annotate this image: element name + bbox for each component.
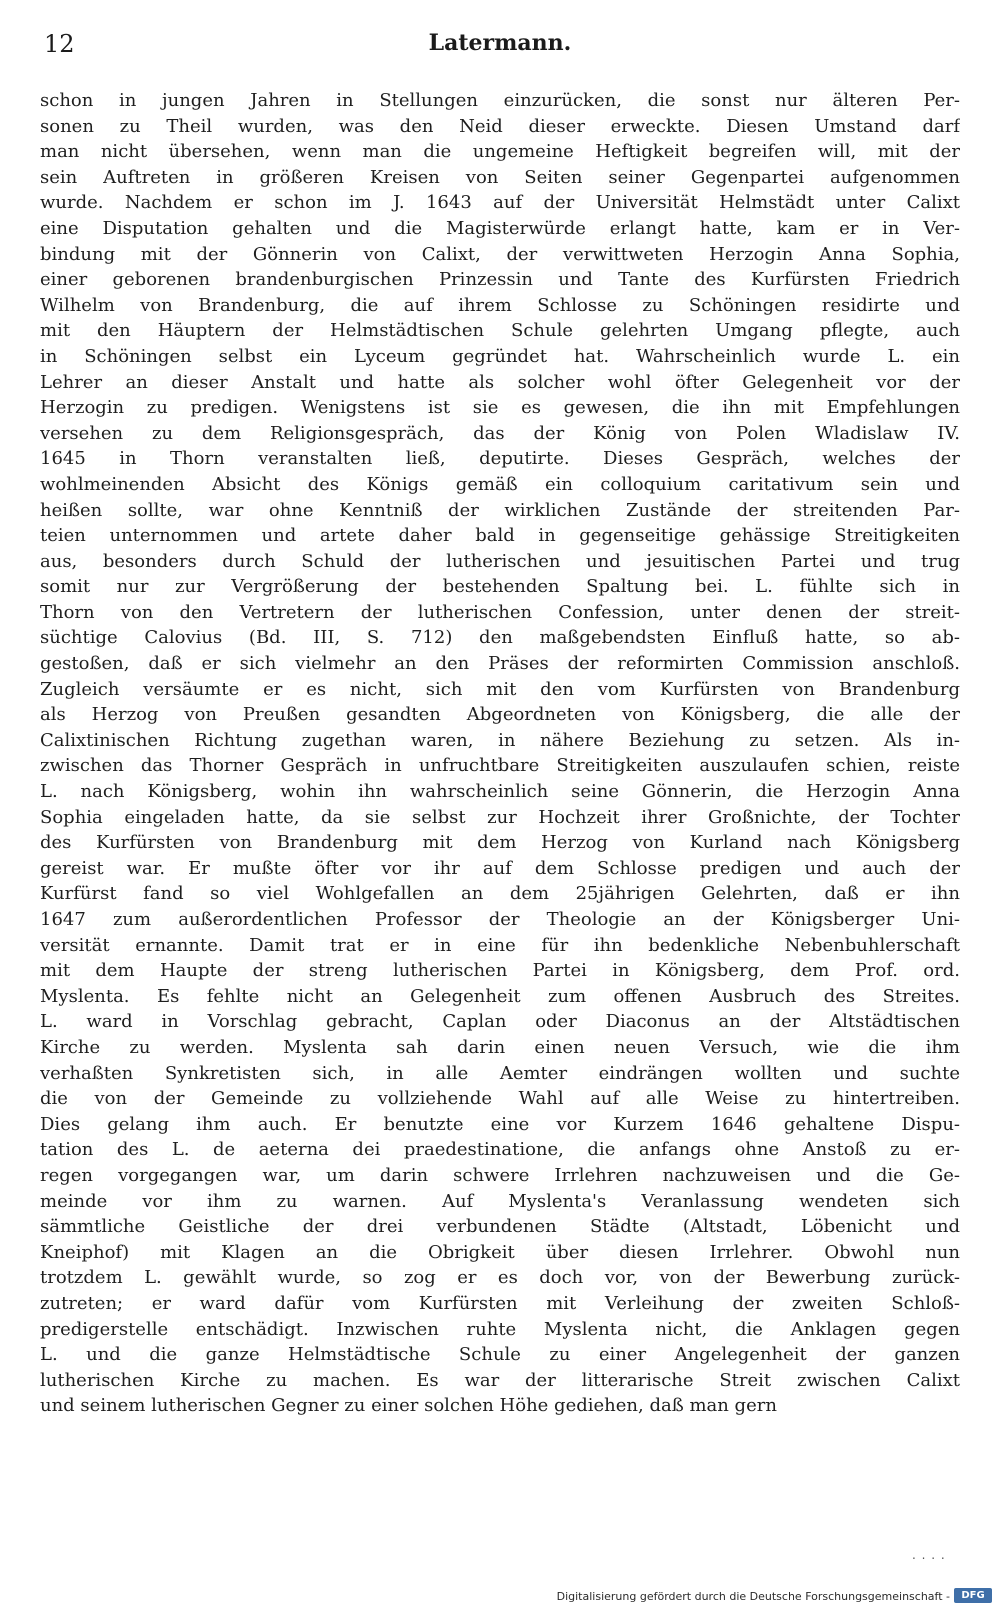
text-line: heißen sollte, war ohne Kenntniß der wirklichen Zustände der streitenden Par- (40, 499, 960, 521)
text-line: sonen zu Theil wurden, was den Neid dieser erweckte. Diesen Umstand darf (40, 115, 960, 137)
text-line: Lehrer an dieser Anstalt und hatte als solcher wohl öfter Gelegenheit vor der (40, 371, 960, 393)
text-line: Calixtinischen Richtung zugethan waren, in nähere Beziehung zu setzen. Als in- (40, 729, 960, 751)
text-line: Myslenta. Es fehlte nicht an Gelegenheit zum offenen Ausbruch des Streites. (40, 985, 960, 1007)
text-line: lutherischen Kirche zu machen. Es war der litterarische Streit zwischen Calixt (40, 1369, 960, 1391)
text-line: man nicht übersehen, wenn man die ungemeine Heftigkeit begreifen will, mit der (40, 141, 960, 163)
text-line: L. ward in Vorschlag gebracht, Caplan oder Diaconus an der Altstädtischen (40, 1011, 960, 1033)
digitization-credit: Digitalisierung gefördert durch die Deutsche Forschungsgemeinschaft - (556, 1590, 950, 1603)
text-line: Zugleich versäumte er es nicht, sich mit den vom Kurfürsten von Brandenburg (40, 678, 960, 700)
text-line: süchtige Calovius (Bd. III, S. 712) den maßgebendsten Einfluß hatte, so ab- (40, 627, 960, 649)
text-line: predigerstelle entschädigt. Inzwischen ruhte Myslenta nicht, die Anklagen gegen (40, 1318, 960, 1340)
text-line: zutreten; er ward dafür vom Kurfürsten mit Verleihung der zweiten Schloß- (40, 1292, 960, 1314)
text-line: eine Disputation gehalten und die Magisterwürde erlangt hatte, kam er in Ver- (40, 217, 960, 239)
text-line: bindung mit der Gönnerin von Calixt, der verwittweten Herzogin Anna Sophia, (40, 243, 960, 265)
footer-marks: . . . . (912, 1548, 946, 1562)
text-line: teien unternommen und artete daher bald in gegenseitige gehässige Streitigkeiten (40, 525, 960, 547)
text-line: in Schöningen selbst ein Lyceum gegründet hat. Wahrscheinlich wurde L. ein (40, 345, 960, 367)
text-line: einer geborenen brandenburgischen Prinzessin und Tante des Kurfürsten Friedrich (40, 269, 960, 291)
text-line: aus, besonders durch Schuld der lutherischen und jesuitischen Partei und trug (40, 550, 960, 572)
text-line: meinde vor ihm zu warnen. Auf Myslenta's Veranlassung wendeten sich (40, 1190, 960, 1212)
text-line: wohlmeinenden Absicht des Königs gemäß ein colloquium caritativum sein und (40, 473, 960, 495)
text-line: gereist war. Er mußte öfter vor ihr auf dem Schlosse predigen und auch der (40, 857, 960, 879)
text-line: Thorn von den Vertretern der lutherischen Confession, unter denen der streit- (40, 601, 960, 623)
text-line: Sophia eingeladen hatte, da sie selbst zur Hochzeit ihrer Großnichte, der Tochter (40, 806, 960, 828)
text-line: mit den Häuptern der Helmstädtischen Schule gelehrten Umgang pflegte, auch (40, 320, 960, 342)
text-line: zwischen das Thorner Gespräch in unfruchtbare Streitigkeiten auszulaufen schien, reiste (40, 755, 960, 777)
text-line: versität ernannte. Damit trat er in eine für ihn bedenkliche Nebenbuhlerschaft (40, 934, 960, 956)
text-line: als Herzog von Preußen gesandten Abgeordneten von Königsberg, die alle der (40, 704, 960, 726)
text-line: L. nach Königsberg, wohin ihn wahrscheinlich seine Gönnerin, die Herzogin Anna (40, 781, 960, 803)
text-line: versehen zu dem Religionsgespräch, das der König von Polen Wladislaw IV. (40, 422, 960, 444)
dfg-logo: DFG (954, 1588, 992, 1603)
text-line: Wilhelm von Brandenburg, die auf ihrem Schlosse zu Schöningen residirte und (40, 294, 960, 316)
text-line: somit nur zur Vergrößerung der bestehenden Spaltung bei. L. fühlte sich in (40, 576, 960, 598)
text-line: Kurfürst fand so viel Wohlgefallen an dem 25jährigen Gelehrten, daß er ihn (40, 883, 960, 905)
text-line: Kirche zu werden. Myslenta sah darin einen neuen Versuch, wie die ihm (40, 1036, 960, 1058)
text-line: trotzdem L. gewählt wurde, so zog er es doch vor, von der Bewerbung zurück- (40, 1267, 960, 1289)
running-title: Latermann. (428, 30, 572, 56)
text-line: L. und die ganze Helmstädtische Schule zu einer Angelegenheit der ganzen (40, 1344, 960, 1366)
text-line: wurde. Nachdem er schon im J. 1643 auf der Universität Helmstädt unter Calixt (40, 192, 960, 214)
body-text (40, 88, 960, 1419)
text-line: des Kurfürsten von Brandenburg mit dem Herzog von Kurland nach Königsberg (40, 832, 960, 854)
text-line: schon in jungen Jahren in Stellungen einzurücken, die sonst nur älteren Per- (40, 90, 960, 111)
text-line: regen vorgegangen war, um darin schwere Irrlehren nachzuweisen und die Ge- (40, 1164, 960, 1186)
text-line: tation des L. de aeterna dei praedestinatione, die anfangs ohne Anstoß zu er- (40, 1139, 960, 1161)
text-line: sein Auftreten in größeren Kreisen von Seiten seiner Gegenpartei aufgenommen (40, 166, 960, 188)
text-line: verhaßten Synkretisten sich, in alle Aemter eindrängen wollten und suchte (40, 1062, 960, 1084)
text-line: gestoßen, daß er sich vielmehr an den Präses der reformirten Commission anschloß. (40, 653, 960, 675)
text-line: mit dem Haupte der streng lutherischen Partei in Königsberg, dem Prof. ord. (40, 960, 960, 982)
page-number: 12 (44, 30, 75, 58)
text-line: 1647 zum außerordentlichen Professor der Theologie an der Königsberger Uni- (40, 909, 960, 930)
text-line: Kneiphof) mit Klagen an die Obrigkeit über diesen Irrlehrer. Obwohl nun (40, 1241, 960, 1263)
text-line: sämmtliche Geistliche der drei verbundenen Städte (Altstadt, Löbenicht und (40, 1216, 960, 1238)
text-line: Dies gelang ihm auch. Er benutzte eine vor Kurzem 1646 gehaltene Dispu- (40, 1113, 960, 1135)
text-line: und seinem lutherischen Gegner zu einer solchen Höhe gediehen, daß man gern (40, 1395, 777, 1417)
text-line: 1645 in Thorn veranstalten ließ, deputirte. Dieses Gespräch, welches der (40, 448, 960, 470)
text-line: die von der Gemeinde zu vollziehende Wahl auf alle Weise zu hintertreiben. (40, 1088, 960, 1110)
text-line: Herzogin zu predigen. Wenigstens ist sie es gewesen, die ihn mit Empfehlungen (40, 397, 960, 419)
